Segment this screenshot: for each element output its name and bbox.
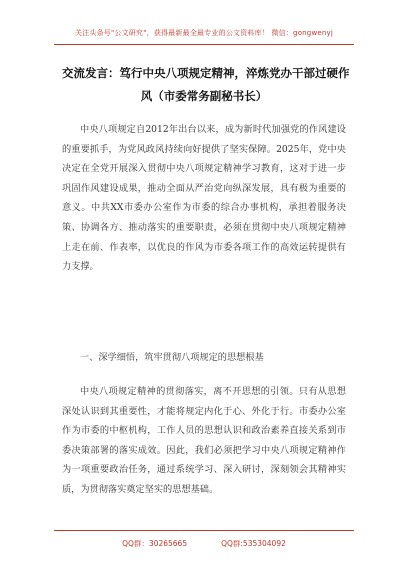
footer-qq-group-1: QQ群：30265665 [122, 539, 188, 548]
section-heading-1: 一、深学细悟，筑牢贯彻八项规定的思想根基 [80, 352, 264, 363]
footer-divider [54, 530, 354, 531]
title-line-2: 风（市委常务副秘书长） [140, 89, 268, 103]
body-paragraph-2: 中央八项规定精神的贯彻落实，离不开思想的引领。只有从思想深处认识到其重要性，才能将规定内化于心、外化于行。市委办公室作为市委的中枢机构，工作人员的思想认识和政治素养直接关系到市委决策部署的落实成效。因此，我们必须把学习中央八项规定精神作为一项重要政治任务，通过系统学习、深入研讨，深刻领会其精神实质，为贯彻落实奠定坚实的思想基础。 [62, 386, 346, 495]
header-divider [54, 44, 354, 45]
header-banner: 关注头条号"公文研究"，获得最新最全最专业的公文资料库！ 微信：gongwenyj [74, 29, 334, 37]
title-line-1: 交流发言：笃行中央八项规定精神，淬炼党办干部过硬作 [62, 66, 350, 80]
footer [0, 538, 408, 549]
footer-qq-group-2: QQ群:535304092 [221, 539, 286, 548]
body-paragraph-1: 中央八项规定自2012年出台以来，成为新时代加强党的作风建设的重要抓手，为党风政风持续向好提供了坚实保障。2025年，党中央决定在全党开展深入贯彻中央八项规定精神学习教育，这对于进一步巩固作风建设成果，推动全面从严治党向纵深发展，具有极为重要的意义。中共XX市委办公室作为市委的综合办事机构，承担着服务决策、协调各方、推动落实的重要职责，必须在贯彻中央八项规定精神上走在前、作表率，以优良的作风为市委各项工作的高效运转提供有力支撑。 [62, 124, 346, 273]
document-title [62, 62, 350, 108]
